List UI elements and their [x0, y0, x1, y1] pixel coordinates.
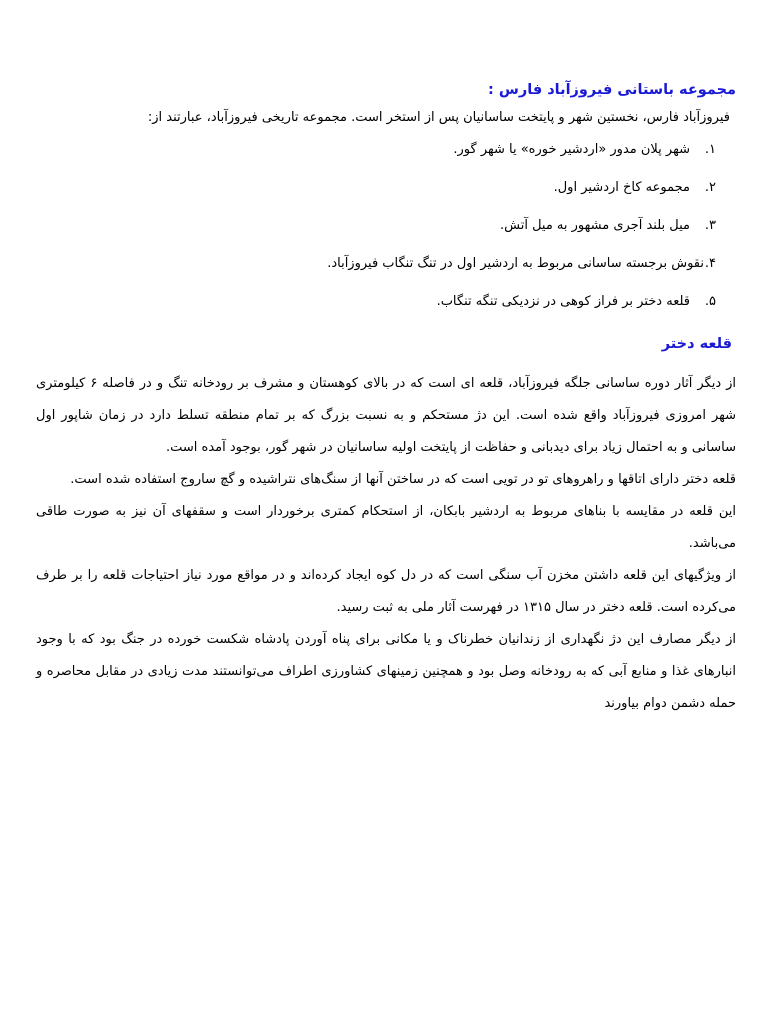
paragraph: قلعه دختر دارای اتاقها و راهروهای تو در تویی است که در ساختن آنها از سنگ‌های نتراشیده و گچ ساروج استفاده شده است.: [70, 472, 736, 487]
list-item: [36, 254, 736, 292]
list-item-number: ۴.: [704, 256, 716, 271]
intro-paragraph: فیروزآباد فارس، نخستین شهر و پایتخت ساسانیان پس از استخر است. مجموعه تاریخی فیروزآباد، عبارتند از:: [147, 110, 730, 125]
list-item-number: ۳.: [704, 218, 716, 233]
list-item-number: ۱.: [704, 142, 716, 157]
document-body: [36, 76, 736, 720]
document-title: مجموعه باستانی فیروزآباد فارس :: [488, 82, 736, 98]
site-list: [36, 140, 736, 330]
paragraph: از دیگر مصارف این دژ نگهداری از زندانیان خطرناک و یا مکانی برای پناه آوردن پادشاه شکست خورده در جنگ بود که با وجود انبارهای غذا و منابع آبی که به رودخانه وصل بود و همچنین زمینهای کشاورزی اطراف می‌توانستند مدت زیادی در مقابل محاصره و حمله دشمن دوام بیاورند: [36, 632, 736, 711]
paragraph: این قلعه در مقایسه با بناهای مربوط به اردشیر بابکان، از استحکام کمتری برخوردار است و سقفهای آن نیز به صورت طاقی می‌باشد.: [36, 504, 736, 551]
list-item-text: نقوش برجسته ساسانی مربوط به اردشیر اول در تنگ تنگاب فیروزآباد.: [327, 256, 704, 271]
list-item: [36, 216, 736, 254]
list-item-text: میل بلند آجری مشهور به میل آتش.: [500, 218, 690, 233]
list-item-text: قلعه دختر بر فراز کوهی در نزدیکی تنگه تنگاب.: [436, 294, 690, 309]
list-item-text: شهر پلان مدور «اردشیر خوره» یا شهر گور.: [453, 142, 690, 157]
paragraph: از ویژگیهای این قلعه داشتن مخزن آب سنگی است که در دل کوه ایجاد کرده‌اند و در مواقع مورد نیاز احتیاجات قلعه را بر طرف می‌کرده است. قلعه دختر در سال ۱۳۱۵ در فهرست آثار ملی به ثبت رسید.: [36, 568, 736, 615]
paragraph: از دیگر آثار دوره ساسانی جلگه فیروزآباد، قلعه ای است که در بالای کوهستان و مشرف بر رودخانه تنگ و در فاصله ۶ کیلومتری شهر امروزی فیروزآباد واقع شده است. این دژ مستحکم و به نسبت بزرگ که بر تمام منطقه تسلط دارد در زمان شاپور اول ساسانی و به احتمال زیاد برای دیدبانی و حفاظت از پایتخت اولیه ساسانیان در شهر گور، بوجود آمده است.: [36, 376, 736, 455]
list-item: [36, 292, 736, 330]
list-item-number: ۵.: [704, 294, 716, 309]
list-item: [36, 140, 736, 178]
list-item-text: مجموعه کاخ اردشیر اول.: [553, 180, 690, 195]
list-item: [36, 178, 736, 216]
list-item-number: ۲.: [704, 180, 716, 195]
section-title: قلعه دختر: [661, 336, 732, 352]
